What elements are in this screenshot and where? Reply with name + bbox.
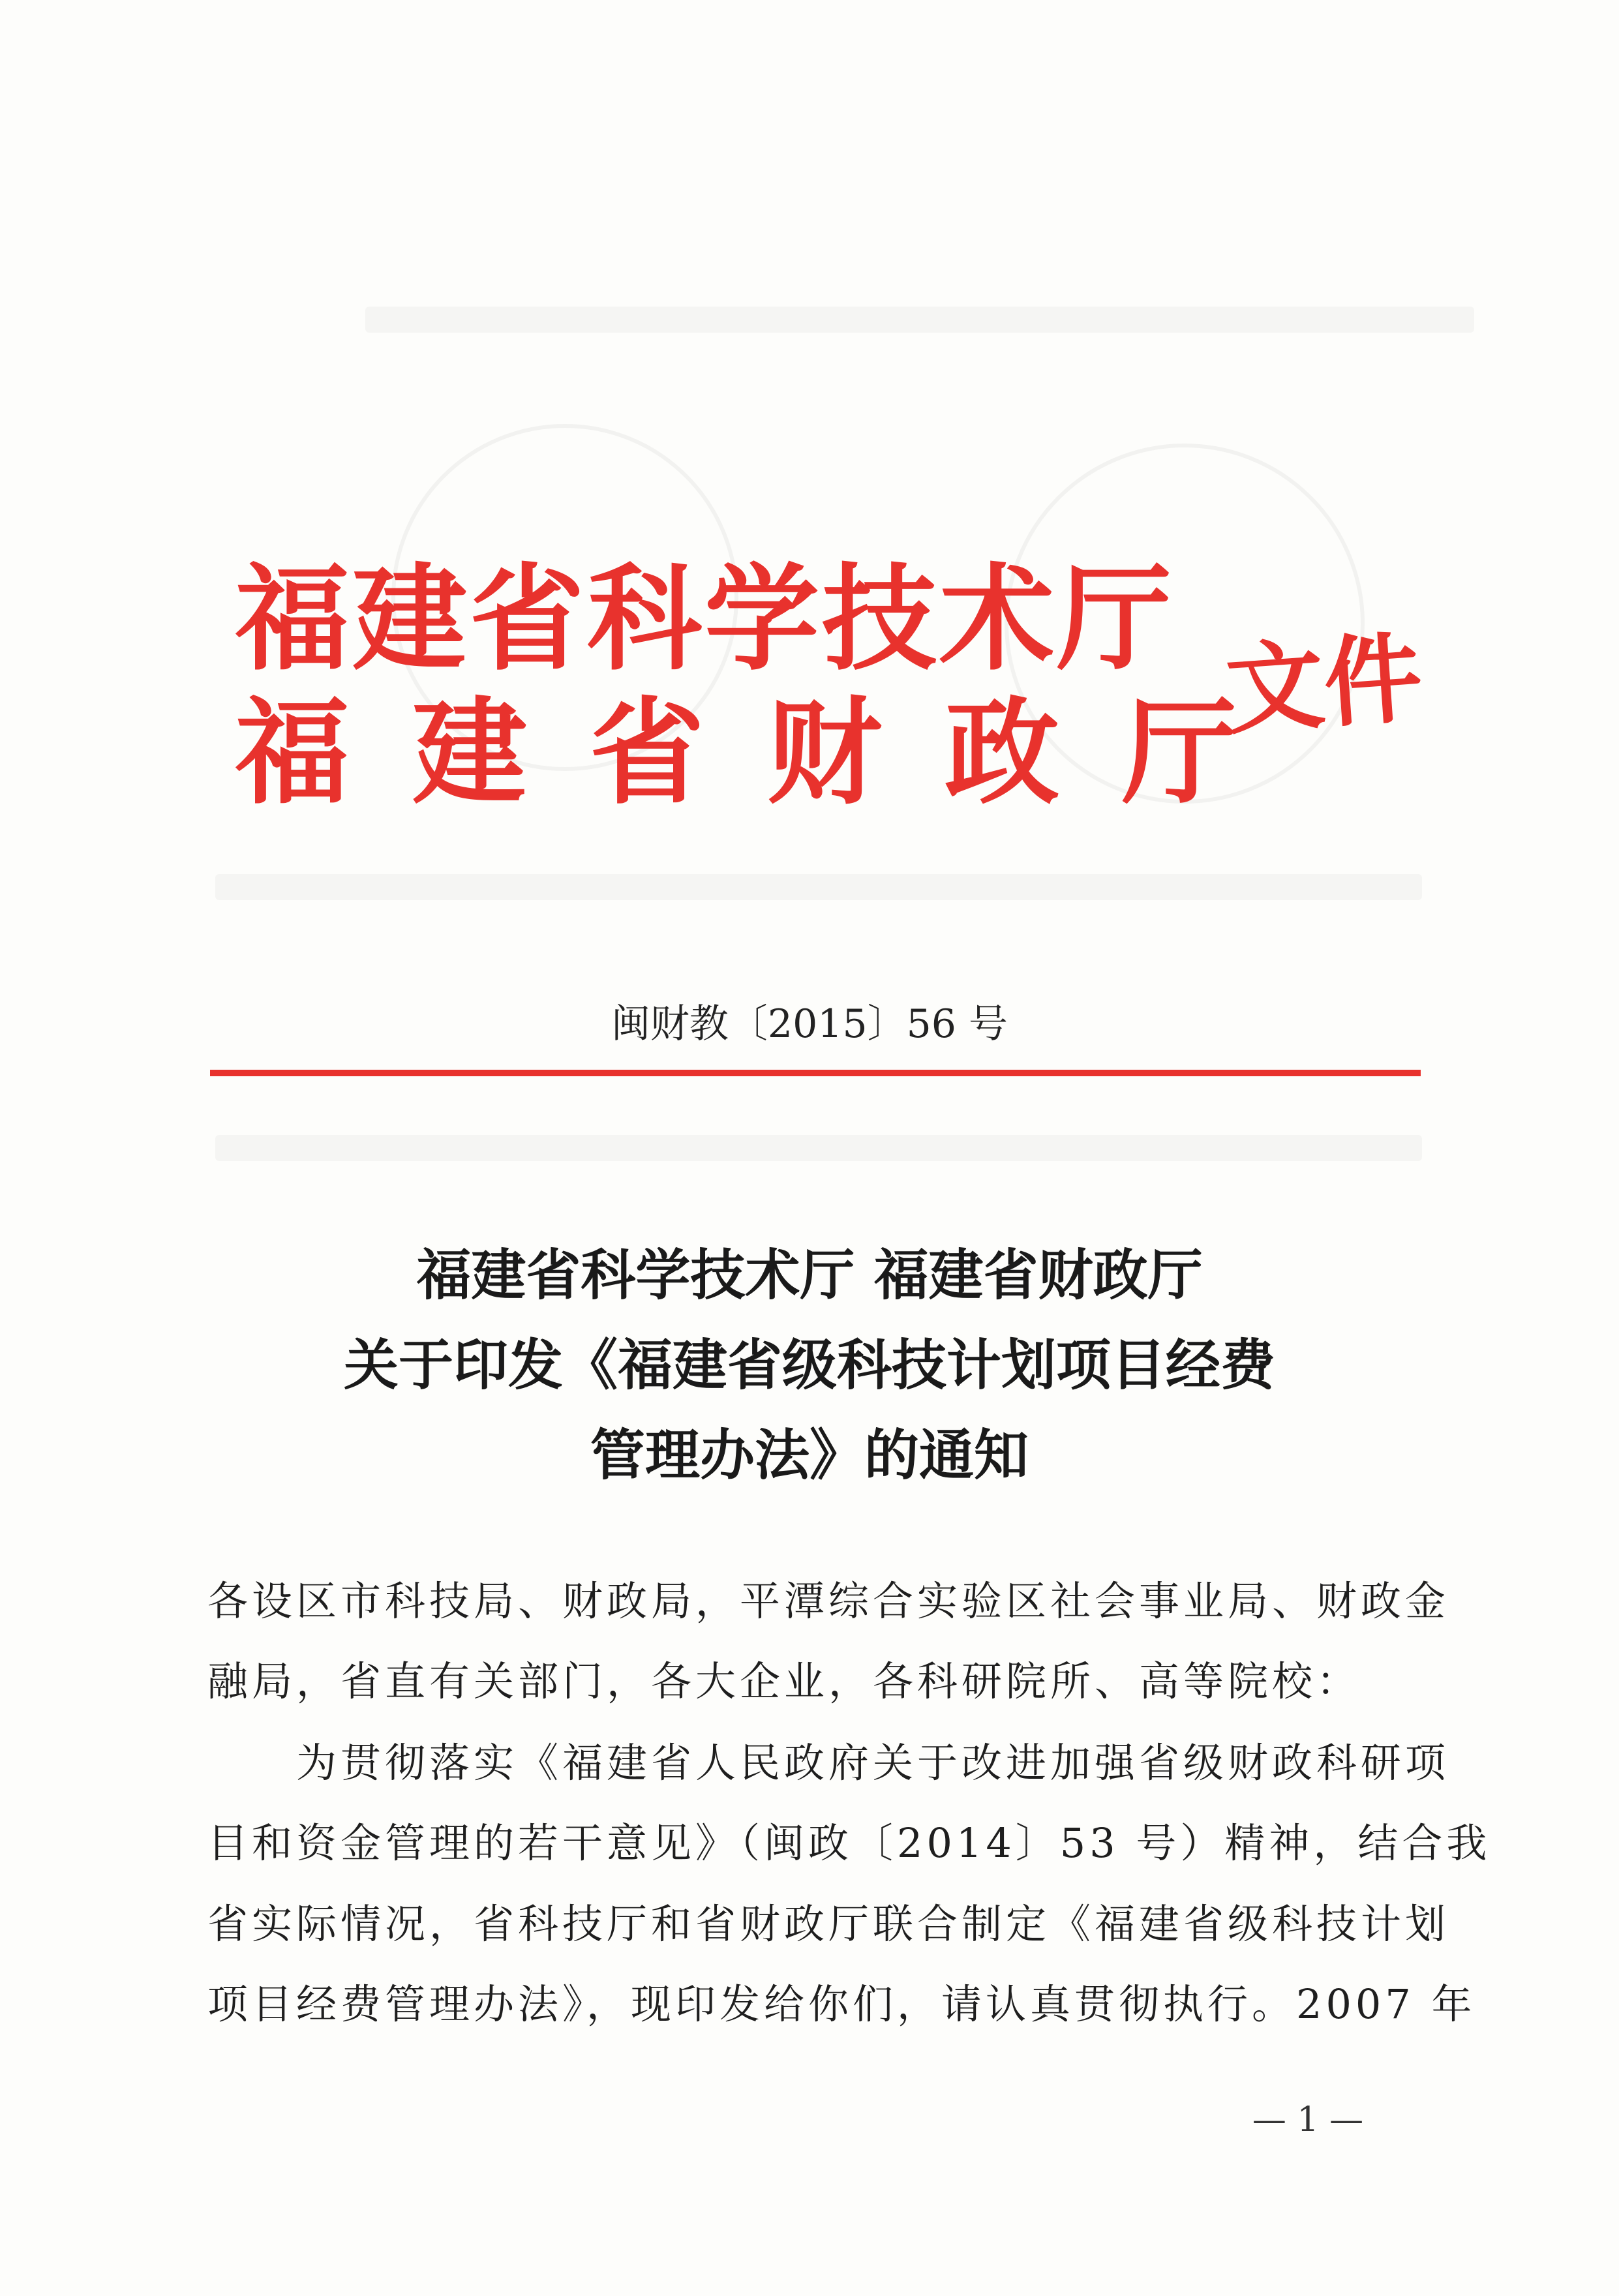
body-line: 融局，省直有关部门，各大企业，各科研院所、高等院校： [207, 1657, 1361, 1705]
body-line: 项目经费管理办法》，现印发给你们，请认真贯彻执行。2007 年 [207, 1980, 1476, 2028]
bleed-through-line [215, 1135, 1422, 1161]
title-line-2: 关于印发《福建省级科技计划项目经费 [343, 1333, 1275, 1397]
masthead-suffix: 文件 [1222, 621, 1426, 749]
bleed-through-line [365, 307, 1474, 333]
red-divider-rule [210, 1070, 1421, 1076]
page-number: — 1 — [1252, 2100, 1364, 2139]
masthead-line-1: 福建省科学技术厅 [235, 552, 1175, 686]
body-line: 目和资金管理的若干意见》（闽政〔2014〕53 号）精神，结合我 [207, 1819, 1491, 1867]
body-line: 为贯彻落实《福建省人民政府关于改进加强省级财政科研项 [207, 1739, 1450, 1787]
red-masthead [235, 554, 1474, 841]
title-line-1: 福建省科学技术厅 福建省财政厅 [416, 1243, 1203, 1307]
body-line: 省实际情况，省科技厅和省财政厅联合制定《福建省级科技计划 [207, 1900, 1450, 1948]
document-number: 闽财教〔2015〕56 号 [611, 1001, 1008, 1047]
title-line-3: 管理办法》的通知 [590, 1423, 1029, 1487]
masthead-line-2: 福建省财政厅 [235, 686, 1300, 820]
body-line: 各设区市科技局、财政局，平潭综合实验区社会事业局、财政金 [207, 1577, 1450, 1625]
bleed-through-line [215, 874, 1422, 900]
